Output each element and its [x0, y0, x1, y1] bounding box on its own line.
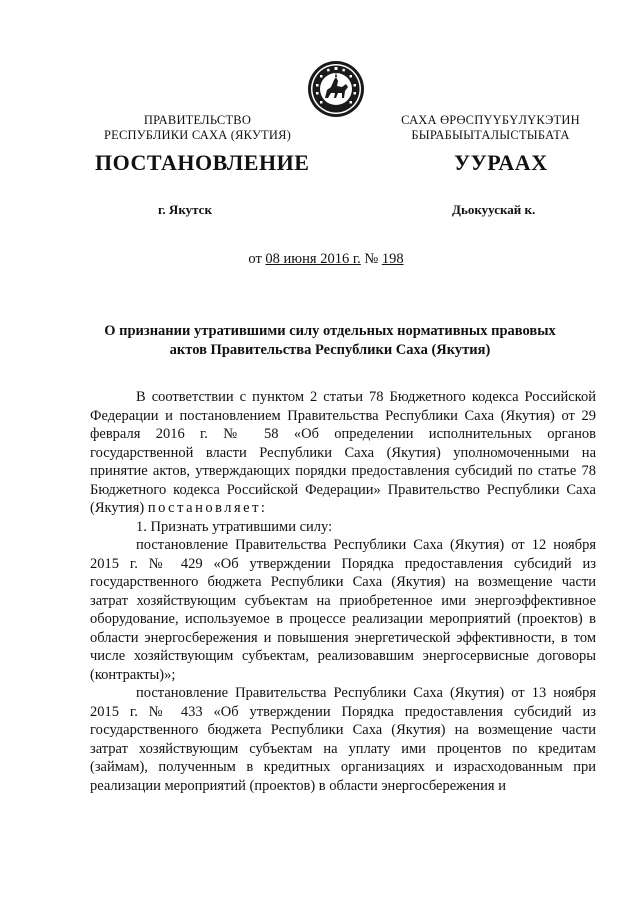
left-org-line-2: РЕСПУБЛИКИ САХА (ЯКУТИЯ) — [104, 128, 291, 142]
number-sign: № — [364, 251, 379, 267]
intro-paragraph — [90, 388, 596, 518]
intro-verb: постановляет: — [147, 500, 268, 516]
document-date: 08 июня 2016 г. — [265, 251, 361, 267]
doc-type-russian: ПОСТАНОВЛЕНИЕ — [95, 150, 310, 175]
list-item-1: 1. Признать утратившими силу: — [136, 518, 333, 535]
repealed-act-paragraph-1: постановление Правительства Республики Саха (Якутия) от 12 ноября 2015 г. № 429 «Об утверждении Порядка предоставления субсидий из государственного бюджета Республики Саха (Якутия) на возмещение части затрат хозяйствующим субъектам на приобретенное ими энергоэффективное оборудование, используемое в процессе реализации мероприятий (проектов) в области энергосбережения и повышения энергетической эффективности, в том числе хозяйствующим субъектам, реализовавшим энергосервисные договоры (контракты)»; — [90, 537, 596, 683]
right-org-line-1: САХА ӨРӨСПҮҮБҮЛҮКЭТИН — [401, 113, 580, 127]
right-org-line-2: БЫРАБЫЫТАЛЫСТЫБАТА — [411, 128, 570, 142]
repealed-act-paragraph-2: постановление Правительства Республики Саха (Якутия) от 13 ноября 2015 г. № 433 «Об утверждении Порядка предоставления субсидий из государственного бюджета Республики Саха (Якутия) на возмещение части затрат хозяйствующим субъектам на уплату ими процентов по кредитам (займам), полученным в кредитных организациях и израсходованным при реализации мероприятий (проектов) в области энергосбережения и — [90, 685, 596, 794]
left-org-line-1: ПРАВИТЕЛЬСТВО — [143, 113, 252, 127]
city-russian: г. Якутск — [158, 202, 212, 217]
doc-type-sakha: УУРААХ — [454, 150, 548, 175]
date-and-number — [0, 251, 640, 268]
document-number: 198 — [381, 251, 404, 267]
document-body — [90, 388, 596, 795]
left-organization-name — [90, 113, 305, 143]
republic-of-sakha-emblem-icon — [307, 60, 365, 118]
right-organization-name — [378, 113, 603, 143]
date-prefix: от — [248, 251, 262, 267]
intro-text: В соответствии с пунктом 2 статьи 78 Бюджетного кодекса Российской Федерации и постановлением Правительства Республики Саха (Якутия) от 29 февраля 2016 г. № 58 «Об определении исполнительных органов государственной власти Республики Саха (Якутия) уполномоченными на принятие актов, утверждающих порядки предоставления субсидий по статье 78 Бюджетного кодекса Российской Федерации» Правительство Республики Саха (Якутия) — [90, 389, 596, 516]
title-line-2: актов Правительства Республики Саха (Якутия) — [169, 342, 491, 358]
title-line-1: О признании утратившими силу отдельных нормативных правовых — [104, 323, 556, 339]
document-title — [70, 322, 590, 360]
city-sakha: Дьокуускай к. — [452, 202, 536, 217]
